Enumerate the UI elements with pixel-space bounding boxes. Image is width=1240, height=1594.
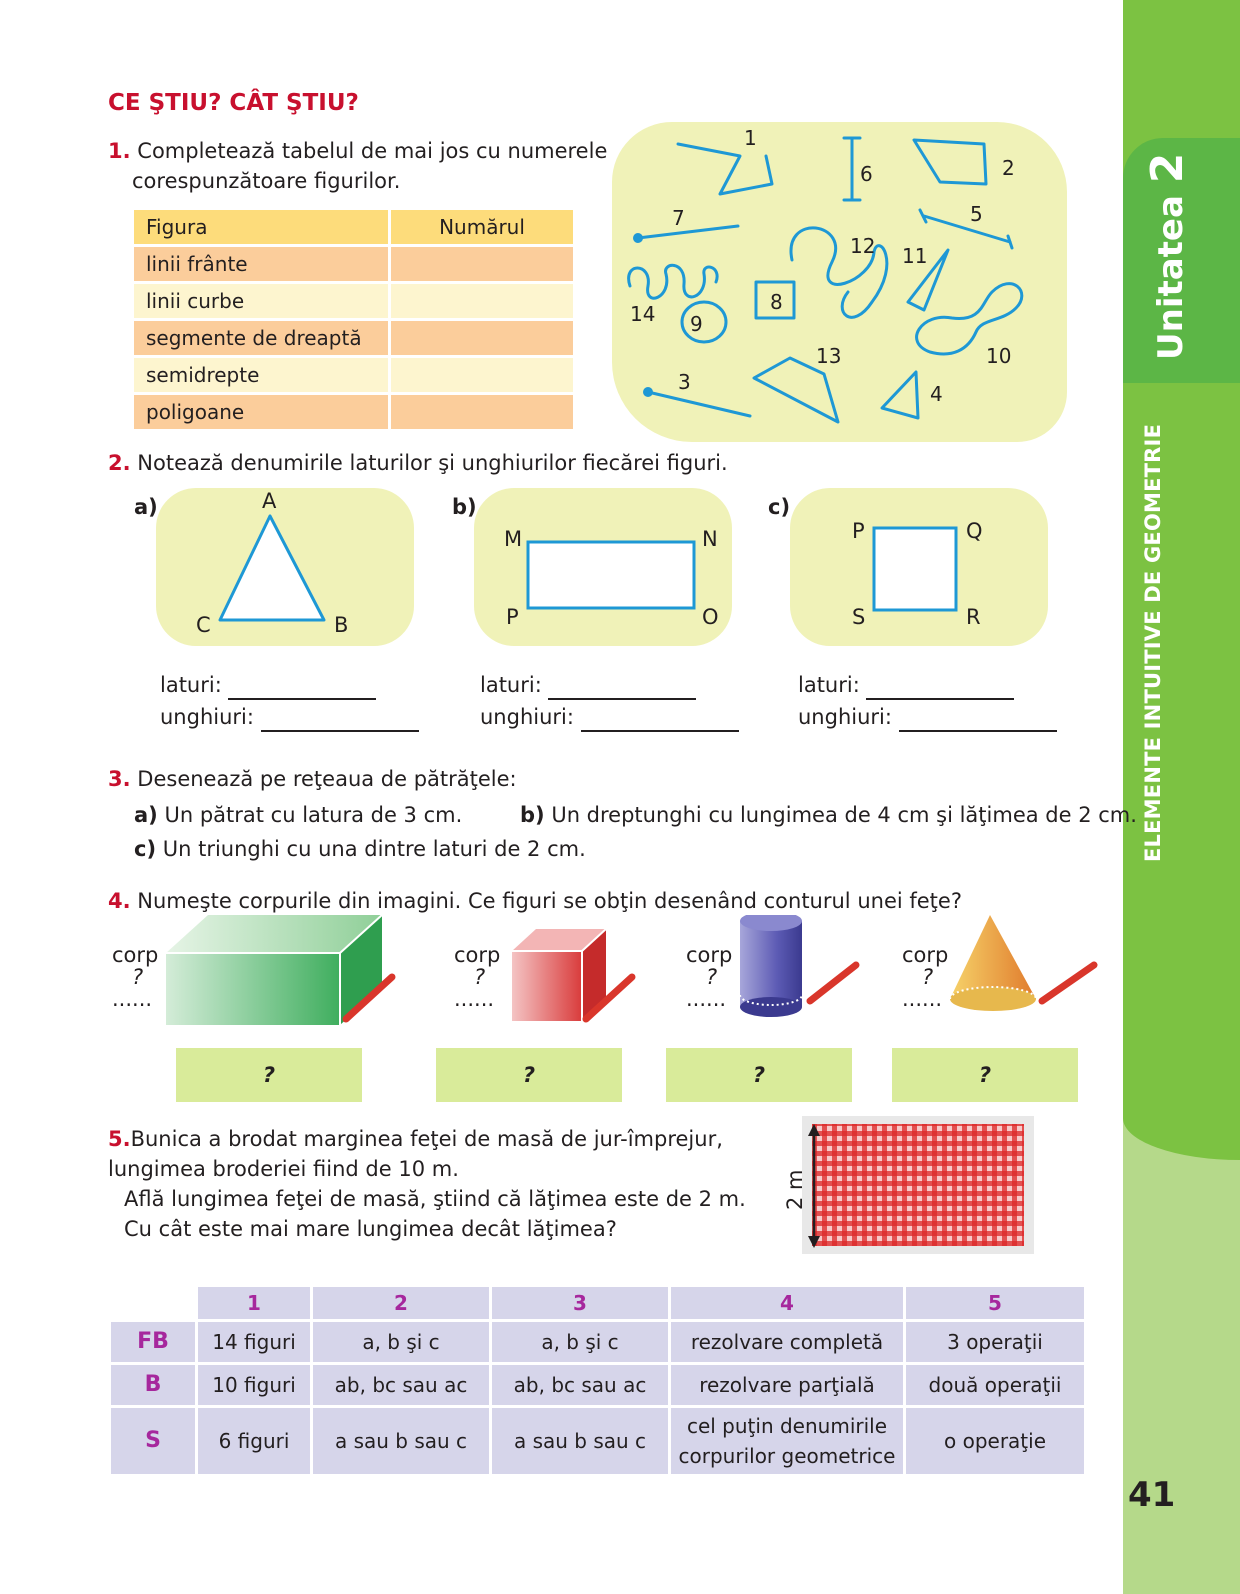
figure-4-triangle [882, 372, 918, 418]
vertex-label: M [504, 527, 523, 551]
answer-cell[interactable] [388, 321, 573, 358]
grade-cell: a sau b sau c [492, 1408, 668, 1474]
sides-line-c[interactable]: laturi: [798, 670, 1014, 700]
unit-chapter: ELEMENTE INTUITIVE DE GEOMETRIE [1141, 423, 1165, 862]
figure-table [134, 210, 573, 432]
grade-cell: o operaţie [906, 1408, 1084, 1474]
grade-header: 2 [313, 1287, 489, 1319]
table-header: Numărul [388, 210, 573, 247]
grade-cell: două operaţii [906, 1365, 1084, 1405]
grade-cell: ab, bc sau ac [492, 1365, 668, 1405]
grade-header: 4 [671, 1287, 903, 1319]
cone [950, 915, 1036, 1011]
sides-line-b[interactable]: laturi: [480, 670, 696, 700]
grade-header: 5 [906, 1287, 1084, 1319]
figure-3-ray [648, 392, 750, 416]
grade-cell: 14 figuri [198, 1322, 310, 1362]
tablecloth [812, 1124, 1024, 1246]
sides-line-a[interactable]: laturi: [160, 670, 376, 700]
triangle-figure [156, 488, 414, 646]
vertex-label: P [506, 605, 519, 629]
answer-box-3[interactable]: ? [666, 1048, 852, 1102]
ex1-text: 1. Completează tabelul de mai jos cu numerele corespunzătoare figurilor. [108, 139, 608, 193]
figure-label: 14 [630, 302, 656, 326]
grade-header: 3 [492, 1287, 668, 1319]
part-a-letter: a) [134, 495, 158, 519]
figure-label: 12 [850, 234, 876, 258]
vertex-label: A [262, 489, 277, 513]
ex1-number: 1. [108, 139, 131, 163]
vertex-label: O [702, 605, 719, 629]
square-figure [790, 488, 1048, 646]
answer-box-2[interactable]: ? [436, 1048, 622, 1102]
grade-cell: a sau b sau c [313, 1408, 489, 1474]
table-row-label: semidrepte [134, 358, 388, 395]
table-header: Figura [134, 210, 388, 247]
figure-label: 8 [770, 290, 783, 314]
grading-table [108, 1284, 1087, 1477]
unit-label: Unitatea 2 [1142, 152, 1193, 360]
grade-cell: ab, bc sau ac [313, 1365, 489, 1405]
page-number: 41 [1128, 1475, 1176, 1515]
ex3-a: a) Un pătrat cu latura de 3 cm. [134, 803, 463, 827]
vertex-label: Q [966, 519, 983, 543]
figure-label: 7 [672, 206, 685, 230]
solids-drawing [100, 915, 1110, 1040]
grade-cell: a, b şi c [492, 1322, 668, 1362]
vertex-label: R [966, 605, 981, 629]
vertex-label: C [196, 613, 211, 637]
figure-7-ray [638, 226, 738, 238]
answer-cell[interactable] [388, 395, 573, 432]
ex5-text: 5.Bunica a brodat marginea feţei de masă de jur-împrejur, lungimea broderiei fiind de 10 m. Află lungimea feţei de masă, ştiind că lăţimea este de 2 m. Cu cât este mai mare lungimea decât lăţimea? [108, 1127, 746, 1241]
answer-box-1[interactable]: ? [176, 1048, 362, 1102]
part-b-letter: b) [452, 495, 477, 519]
grade-cell: a, b şi c [313, 1322, 489, 1362]
figure-label: 4 [930, 382, 943, 406]
cylinder [740, 915, 802, 1017]
grade-cell: 10 figuri [198, 1365, 310, 1405]
part-c-letter: c) [768, 495, 791, 519]
table-row-label: linii frânte [134, 247, 388, 284]
grade-cell: rezolvare parţială [671, 1365, 903, 1405]
grade-cell: 6 figuri [198, 1408, 310, 1474]
ex2-text: 2. Notează denumirile laturilor şi unghiurilor fiecărei figuri. [108, 451, 728, 475]
vertex-label: N [702, 527, 718, 551]
grade-cell: rezolvare completă [671, 1322, 903, 1362]
figure-label: 3 [678, 370, 691, 394]
grade-cell: cel puţin denumirile corpurilor geometrice [671, 1408, 903, 1474]
answer-cell[interactable] [388, 358, 573, 395]
figure-5-segment [924, 216, 1010, 242]
ex3-text: 3. Desenează pe reţeaua de pătrăţele: [108, 767, 517, 791]
cube [512, 929, 606, 1021]
unit-number: 2 [1142, 152, 1193, 184]
grade-level: B [111, 1365, 195, 1405]
figure-label: 10 [986, 344, 1012, 368]
table-row-label: poligoane [134, 395, 388, 432]
figure-label: 2 [1002, 156, 1015, 180]
figure-label: 11 [902, 244, 928, 268]
corp-label-2: corp ? ...... [454, 943, 501, 1011]
vertex-label: P [852, 519, 865, 543]
answer-box-4[interactable]: ? [892, 1048, 1078, 1102]
figure-9-circle [682, 302, 726, 342]
ex3-b: b) Un dreptunghi cu lungimea de 4 cm şi lăţimea de 2 cm. [520, 803, 1137, 827]
answer-cell[interactable] [388, 247, 573, 284]
figure-label: 5 [970, 202, 983, 226]
figure-label: 9 [690, 312, 703, 336]
vertex-label: B [334, 613, 349, 637]
figure-14-curve [629, 265, 717, 298]
grade-cell: 3 operaţii [906, 1322, 1084, 1362]
figure-1-broken-line [678, 144, 772, 194]
figure-label: 13 [816, 344, 842, 368]
ex3-c: c) Un triunghi cu una dintre laturi de 2 cm. [134, 837, 586, 861]
figure-label: 1 [744, 126, 757, 150]
corp-label-3: corp ? ...... [686, 943, 733, 1011]
figures-drawing [612, 122, 1067, 442]
table-row-label: segmente de dreaptă [134, 321, 388, 358]
figure-2-polygon [914, 140, 986, 184]
grade-level: S [111, 1408, 195, 1474]
grade-header: 1 [198, 1287, 310, 1319]
corp-label-1: corp ? ...... [112, 943, 159, 1011]
table-row-label: linii curbe [134, 284, 388, 321]
answer-cell[interactable] [388, 284, 573, 321]
dimension-label: 2 m [783, 1169, 807, 1210]
grade-level: FB [111, 1322, 195, 1362]
page-title: CE ŞTIU? CÂT ŞTIU? [108, 90, 359, 116]
vertex-label: S [852, 605, 866, 629]
corp-label-4: corp ? ...... [902, 943, 949, 1011]
cuboid [166, 915, 382, 1025]
angles-line-b[interactable]: unghiuri: [480, 702, 739, 732]
angles-line-c[interactable]: unghiuri: [798, 702, 1057, 732]
ex4-text: 4. Numeşte corpurile din imagini. Ce figuri se obţin desenând conturul unei feţe? [108, 889, 962, 913]
figure-label: 6 [860, 162, 873, 186]
angles-line-a[interactable]: unghiuri: [160, 702, 419, 732]
